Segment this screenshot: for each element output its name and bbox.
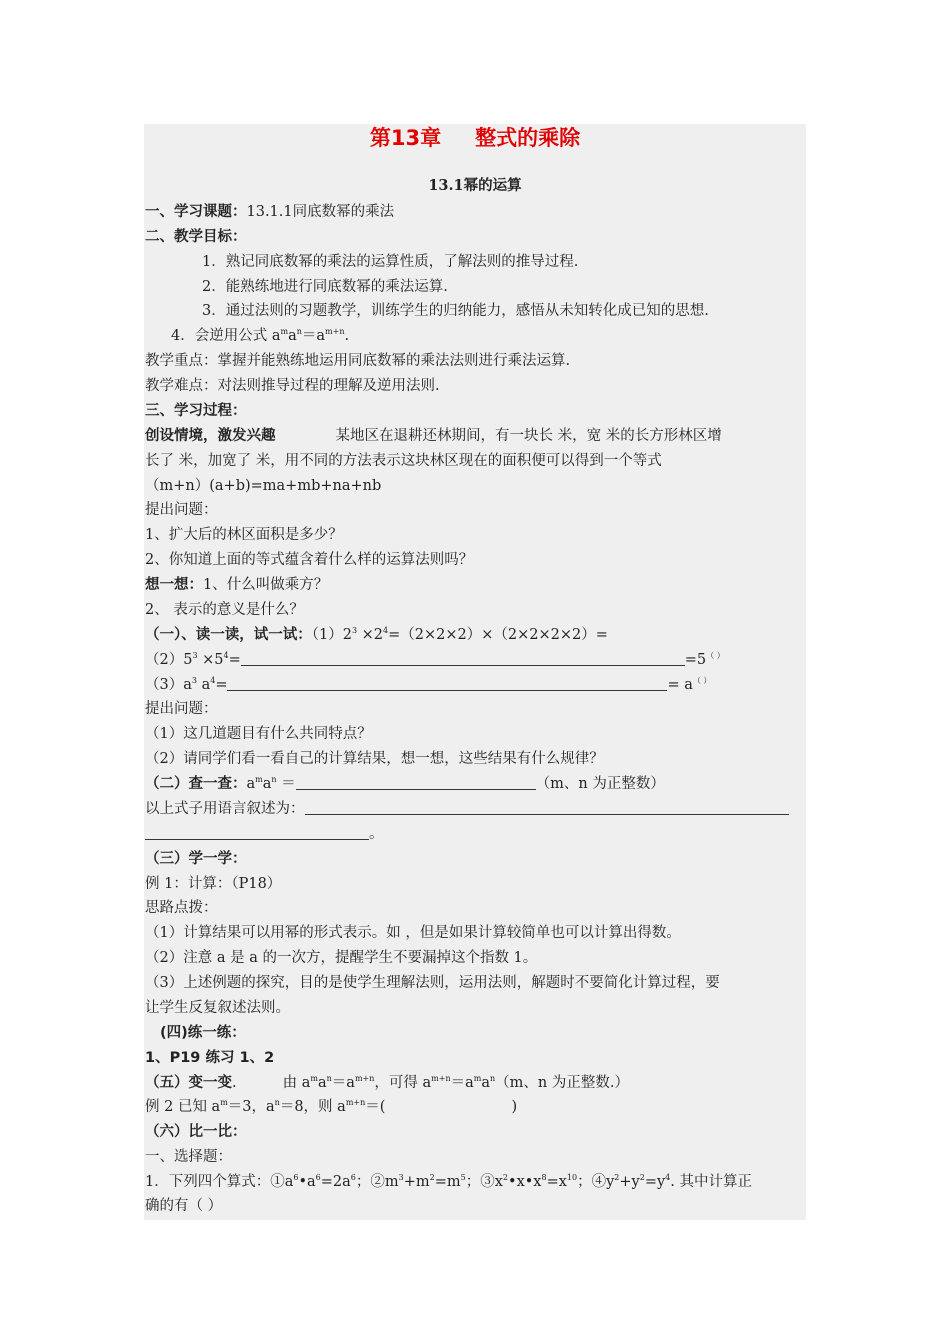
process-heading: 三、学习过程： xyxy=(145,403,247,419)
practice-heading: (四)练一练： xyxy=(160,1025,246,1041)
question-3: （1）这几道题目有什么共同特点？ xyxy=(145,726,372,742)
read-try-line: （一）、读一读，试一试：$(1)2^3 \times 2^4=(2\times 2\times 2)\times(2\times 2\times 2\times 2)=$ xyxy=(145,626,608,643)
key-point: 教学重点：掌握并能熟练地运用同底数幂的乘法法则进行乘法运算. xyxy=(145,353,571,369)
question-heading: 提出问题： xyxy=(145,502,218,518)
hint-3-cont: 让学生反复叙述法则。 xyxy=(145,1000,290,1016)
answer-blank[interactable] xyxy=(241,651,685,666)
practice-item: 1、P19 练习 1、2 xyxy=(145,1050,275,1066)
answer-blank[interactable] xyxy=(227,676,667,691)
goal-3: 3．通过法则的习题教学，训练学生的归纳能力，感悟从未知转化成已知的思想. xyxy=(202,303,709,319)
example-2: 例 2 已知 $a^m=3$，$a^n=8$，则 $a^{m+n}=$( ) xyxy=(145,1098,518,1115)
describe-line: 以上式子用语言叙述为： xyxy=(145,799,789,819)
think-line-2: 2、 表示的意义是什么？ xyxy=(145,602,304,618)
question-1: 1、扩大后的林区面积是多少？ xyxy=(145,527,343,543)
section-title: 13.1幂的运算 xyxy=(428,177,522,194)
chapter-name: 整式的乘除 xyxy=(475,126,581,150)
answer-blank[interactable] xyxy=(296,775,536,790)
hint-3: （3）上述例题的探究，目的是使学生理解法则，运用法则，解题时不要简化计算过程，要 xyxy=(145,975,720,991)
describe-line-2: 。 xyxy=(145,824,384,844)
hint-1: （1）计算结果可以用幂的形式表示。如 ，但是如果计算较简单也可以计算出得数。 xyxy=(145,925,681,941)
example-1: 例 1：计算：（P18） xyxy=(145,876,282,892)
compare-heading: （六）比一比： xyxy=(145,1124,247,1140)
answer-blank[interactable] xyxy=(305,800,789,815)
answer-blank[interactable] xyxy=(145,825,369,840)
question-4: （2）请同学们看一看自己的计算结果，想一想，这些结果有什么规律？ xyxy=(145,751,604,767)
goal-1: 1．熟记同底数幂的乘法的运算性质，了解法则的推导过程. xyxy=(202,254,579,270)
scenario-line: 创设情境，激发兴趣 某地区在退耕还林期间，有一块长 米，宽 米的长方形林区增 xyxy=(145,428,722,444)
chapter-number: 第13章 xyxy=(369,126,442,150)
choice-question-1-cont: 确的有（ ） xyxy=(145,1198,223,1214)
hint-2: （2）注意 a 是 a 的一次方，提醒学生不要漏掉这个指数 1。 xyxy=(145,950,538,966)
question-2: 2、你知道上面的等式蕴含着什么样的运算法则吗？ xyxy=(145,552,474,568)
choice-heading: 一、选择题： xyxy=(145,1149,232,1165)
transform-line: （五）变一变. 由 $a^ma^n=a^{m+n}$，可得 $a^{m+n}=a^ma^n(m$、n 为正整数.） xyxy=(145,1074,629,1091)
goal-4: 4．会逆用公式 $a^ma^n=a^{m+n}$. xyxy=(171,327,350,344)
think-line: 想一想：1、什么叫做乘方？ xyxy=(145,577,329,593)
scenario-line-2: 长了 米，加宽了 米，用不同的方法表示这块林区现在的面积便可以得到一个等式 xyxy=(145,453,662,469)
choice-question-1: 1．下列四个算式：$①a^6•a^6=2a^6$；$②m^3+m^2=m^5$；$③x^2•x•x^8=x^{10}$；$④y^2+y^2=y^4$. 其中计算正 xyxy=(145,1173,752,1190)
learn-heading: （三）学一学： xyxy=(145,851,247,867)
check-line: （二）查一查：$a^ma^n = (m$、n 为正整数） xyxy=(145,775,665,792)
equation-line: （m+n）(a+b)=ma+mb+na+nb xyxy=(145,478,382,494)
chapter-title xyxy=(144,124,806,152)
exercise-2-line: $(2)5^3 \times 5^4= =5^{( )}$ xyxy=(145,651,725,668)
difficult-point: 教学难点：对法则推导过程的理解及逆用法则. xyxy=(145,378,440,394)
goals-heading: 二、教学目标： xyxy=(145,229,247,245)
topic-line: 一、学习课题：13.1.1同底数幂的乘法 xyxy=(145,204,395,220)
exercise-3-line: $(3)a^3$ $a^4= = a^{( )}$ xyxy=(145,676,712,693)
hint-heading: 思路点拨： xyxy=(145,900,218,916)
question-heading-2: 提出问题： xyxy=(145,701,218,717)
goal-2: 2．能熟练地进行同底数幂的乘法运算. xyxy=(202,279,448,295)
